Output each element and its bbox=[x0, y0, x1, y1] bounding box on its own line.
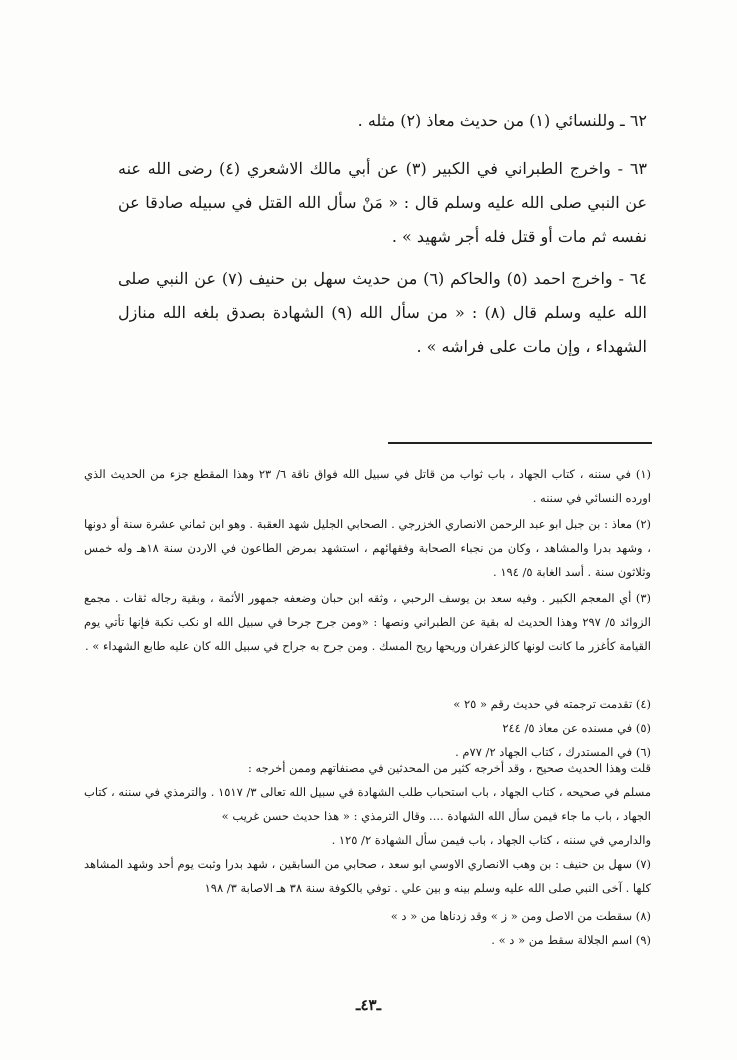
page-number: ـ٤٣ـ bbox=[356, 996, 381, 1014]
footnote-9-text: (٩) اسم الجلالة سقط من « د » . bbox=[491, 933, 651, 947]
footnote-1 bbox=[84, 462, 651, 510]
hadith-62-text: ٦٢ ـ وللنسائي (١) من حديث معاذ (٢) مثله . bbox=[357, 111, 647, 130]
footnotes-4-to-6 bbox=[84, 692, 651, 764]
hadith-63-text: ٦٣ - واخرج الطبراني في الكبير (٣) عن أبي مالك الاشعري (٤) رضى الله عنه عن النبي صلى الله عليه وسلم قال : « مَنْ سأل الله القتل في سبيله صادقا عن نفسه ثم مات أو قتل فله أجر شهيد » . bbox=[118, 159, 647, 246]
footnote-3-text: (٣) أي المعجم الكبير . وفيه سعد بن يوسف الرحبي ، وثقه ابن حبان وضعفه جمهور الأئمة ، وبقية رجاله ثقات . مجمع الزوائد ٥/ ٢٩٧ وهذا الحديث له بقية عن الطبراني ونصها : «ومن جرح جرحا في سبيل الله او نكب نكبة فإنها تأتي يوم القيامة كأغزر ما كانت لونها كالزعفران وريحها ريح المسك . ومن جرح به جراح في سبيل الله كان عليه طابع الشهداء » . bbox=[84, 591, 651, 653]
footnote-comment-darimi: والدارمي في سننه ، كتاب الجهاد ، باب فيمن سأل الشهادة ٢/ ١٢٥ . bbox=[331, 833, 651, 847]
hadith-64 bbox=[118, 262, 647, 364]
footnotes-8-9 bbox=[84, 904, 651, 952]
footnote-3 bbox=[84, 586, 651, 658]
footnote-7-text: (٧) سهل بن حنيف : بن وهب الانصاري الاوسي ابو سعد ، صحابي من السابقين ، شهد بدرا وثبت يوم أحد وشهد المشاهد كلها . آخى النبي صلى الله عليه وسلم بينه و بين علي . توفي بالكوفة سنة ٣٨ هـ الاصابة ٣/ ١٩٨ bbox=[84, 857, 651, 895]
hadith-62 bbox=[118, 104, 647, 138]
footnote-1-text: (١) في سننه ، كتاب الجهاد ، باب ثواب من قاتل في سبيل الله فواق ناقة ٦/ ٢٣ وهذا المقطع جزء من الحديث الذي اورده النسائي في سننه . bbox=[84, 467, 652, 505]
footnote-2 bbox=[84, 512, 651, 584]
footnote-4-text: (٤) تقدمت ترجمته في حديث رقم « ٢٥ » bbox=[453, 697, 651, 711]
hadith-63 bbox=[118, 152, 647, 254]
footnote-5-text: (٥) في مسنده عن معاذ ٥/ ٢٤٤ bbox=[502, 721, 651, 735]
footnote-7 bbox=[84, 852, 651, 900]
footnote-6-comment bbox=[84, 756, 651, 852]
footnote-8-text: (٨) سقطت من الاصل ومن « ز » وقد زدناها من « د » bbox=[390, 909, 651, 923]
hadith-64-text: ٦٤ - واخرج احمد (٥) والحاكم (٦) من حديث سهل بن حنيف (٧) عن النبي صلى الله عليه وسلم قال (٨) : « من سأل الله (٩) الشهادة بصدق بلغه الله منازل الشهداء ، وإن مات على فراشه » . bbox=[118, 269, 648, 356]
footnote-2-text: (٢) معاذ : بن جبل ابو عبد الرحمن الانصاري الخزرجي . الصحابي الجليل شهد العقبة . وهو ابن ثماني عشرة سنة أو دونها ، وشهد بدرا والمشاهد ، وكان من نجباء الصحابة وفقهائهم ، استشهد بمرض الطاعون في الاردن سنة ١٨هـ وله خمس وثلاثون سنة . أسد الغابة ٥/ ١٩٤ . bbox=[84, 517, 651, 579]
footnote-comment-intro: قلت وهذا الحديث صحيح ، وقد أخرجه كثير من المحدثين في مصنفاتهم وممن أخرجه : bbox=[247, 761, 651, 775]
footnote-comment-muslim-tirmidhi: مسلم في صحيحه ، كتاب الجهاد ، باب استحباب طلب الشهادة في سبيل الله تعالى ٣/ ١٥١٧ . والترمذي في سننه ، كتاب الجهاد ، باب ما جاء فيمن سأل الله الشهادة .... وقال الترمذي : « هذا حديث حسن غريب » bbox=[84, 785, 652, 823]
footnote-separator bbox=[388, 442, 652, 444]
footnote-6-text: (٦) في المستدرك ، كتاب الجهاد ٢/ ٧٧م . bbox=[455, 745, 651, 759]
